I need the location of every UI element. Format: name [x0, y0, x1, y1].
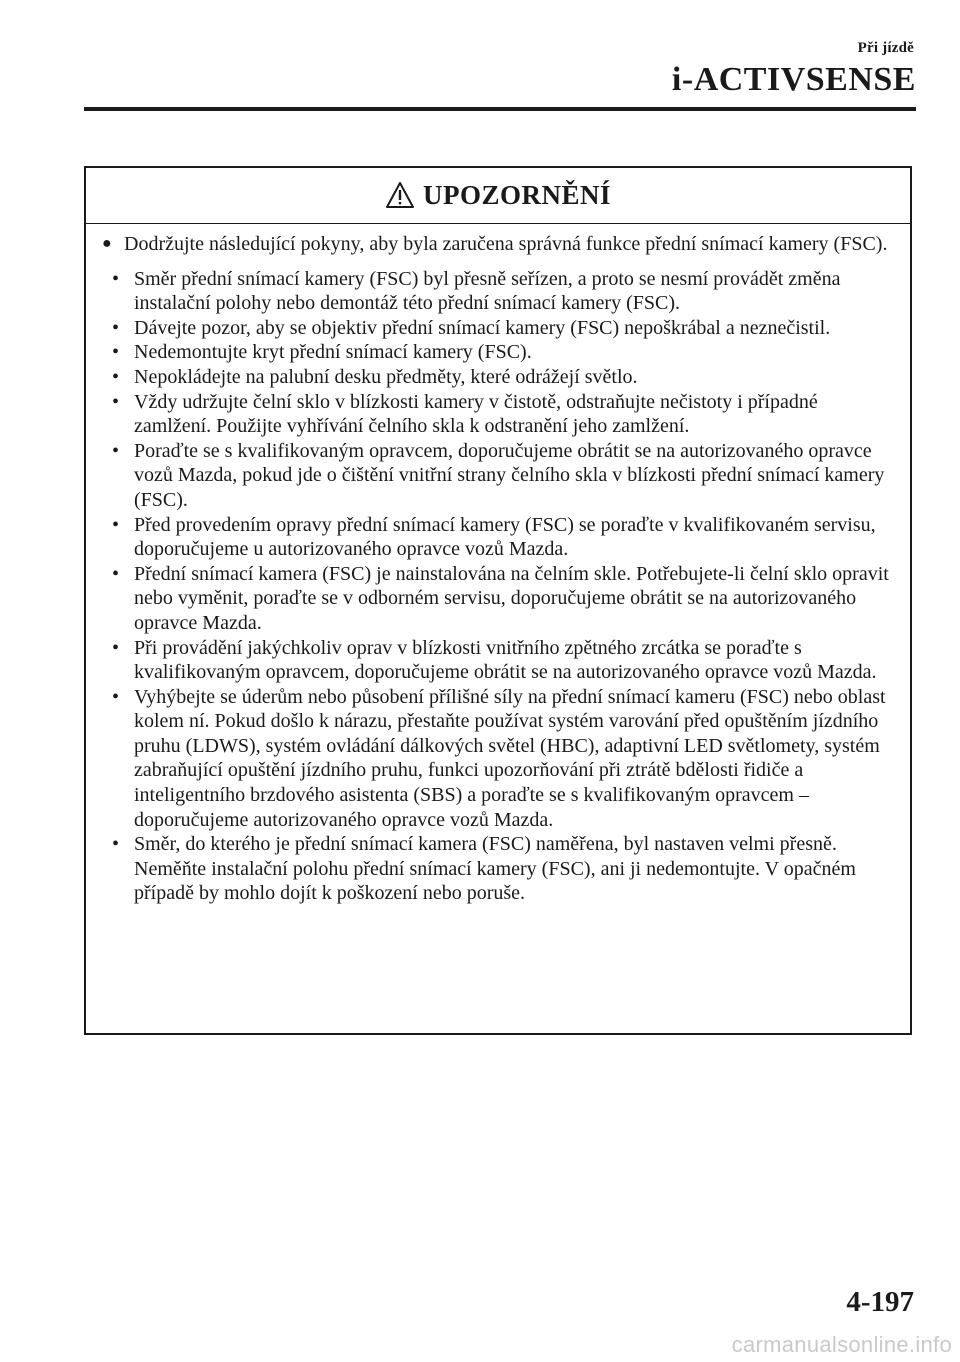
bullet: • — [112, 365, 120, 388]
list-item — [102, 390, 896, 439]
list-item-text: Směr, do kterého je přední snímací kamera (FSC) naměřena, byl nastaven velmi přesně. Neměňte instalační polohu přední snímací kamery (FSC), ani ji nedemontujte. V opačném případě by mohlo dojít k poškození nebo poruše. — [134, 833, 856, 905]
list-item — [102, 267, 896, 316]
list-item — [102, 365, 896, 390]
list-item-text: Poraďte se s kvalifikovaným opravcem, doporučujeme obrátit se na autorizovaného opravce vozů Mazda, pokud jde o čištění vnitřní strany čelního skla v blízkosti přední snímací kamery (FSC). — [134, 439, 885, 511]
bullet: • — [112, 341, 120, 364]
bullet: • — [112, 390, 120, 413]
list-item — [102, 340, 896, 365]
list-item-text: Vyhýbejte se úderům nebo působení přílišné síly na přední snímací kameru (FSC) nebo oblast kolem ní. Pokud došlo k nárazu, přestaňte používat systém varování před opuštěním jízdního pruhu (LDWS), systém ovládání dálkových světel (HBC), adaptivní LED světlomety, systém zabraňující opuštění jízdního pruhu, funkci upozorňování při ztrátě bdělosti řidiče a inteligentního brzdového asistenta (SBS) a poraďte se s kvalifikovaným opravcem – doporučujeme autorizovaného opravce vozů Mazda. — [134, 685, 886, 831]
warning-box — [84, 166, 912, 1035]
warning-header — [86, 168, 910, 224]
list-item — [102, 316, 896, 341]
list-item — [102, 562, 896, 636]
lead-text: Dodržujte následující pokyny, aby byla zaručena správná funkce přední snímací kamery (FSC). — [124, 233, 888, 255]
list-item-text: Nedemontujte kryt přední snímací kamery (FSC). — [134, 341, 532, 364]
lead-bullet: ● — [102, 235, 112, 252]
list-item-text: Dávejte pozor, aby se objektiv přední snímací kamery (FSC) nepoškrábal a neznečistil. — [134, 316, 831, 339]
list-item-text: Při provádění jakýchkoliv oprav v blízkosti vnitřního zpětného zrcátka se poraďte s kvalifikovaným opravcem, doporučujeme obrátit se na autorizovaného opravce vozů Mazda. — [134, 636, 877, 684]
list-item-text: Přední snímací kamera (FSC) je nainstalována na čelním skle. Potřebujete-li čelní sklo opravit nebo vyměnit, poraďte se v odborném servisu, doporučujeme obrátit se na autorizovaného opravce Mazda. — [134, 562, 889, 634]
bullet: • — [112, 685, 120, 708]
warning-list — [102, 267, 896, 906]
list-item-text: Před provedením opravy přední snímací kamery (FSC) se poraďte v kvalifikovaném servisu, doporučujeme u autorizovaného opravce vozů Mazda. — [134, 513, 876, 561]
list-item — [102, 513, 896, 562]
list-item — [102, 685, 896, 833]
page-title: i-ACTIVSENSE — [671, 61, 916, 98]
list-item-text: Nepokládejte na palubní desku předměty, které odrážejí světlo. — [134, 365, 638, 388]
list-item — [102, 832, 896, 906]
header-rule — [84, 107, 916, 111]
bullet: • — [112, 316, 120, 339]
page-number: 4-197 — [846, 1286, 914, 1318]
bullet: • — [112, 562, 120, 585]
bullet: • — [112, 267, 120, 290]
bullet: • — [112, 439, 120, 462]
warning-triangle-icon — [385, 181, 415, 209]
bullet: • — [112, 833, 120, 856]
bullet: • — [112, 636, 120, 659]
list-item-text: Směr přední snímací kamery (FSC) byl přesně seřízen, a proto se nesmí provádět změna instalační polohy nebo demontáž této přední snímací kamery (FSC). — [134, 267, 841, 315]
list-item-text: Vždy udržujte čelní sklo v blízkosti kamery v čistotě, odstraňujte nečistoty i případné zamlžení. Použijte vyhřívání čelního skla k odstranění jeho zamlžení. — [134, 390, 818, 438]
bullet: • — [112, 513, 120, 536]
lead-paragraph — [102, 232, 896, 257]
section-label: Při jízdě — [857, 40, 914, 56]
warning-title: UPOZORNĚNÍ — [422, 180, 611, 210]
list-item — [102, 439, 896, 513]
warning-body — [86, 224, 910, 906]
watermark: carmanualsonline.info — [731, 1332, 952, 1357]
list-item — [102, 636, 896, 685]
